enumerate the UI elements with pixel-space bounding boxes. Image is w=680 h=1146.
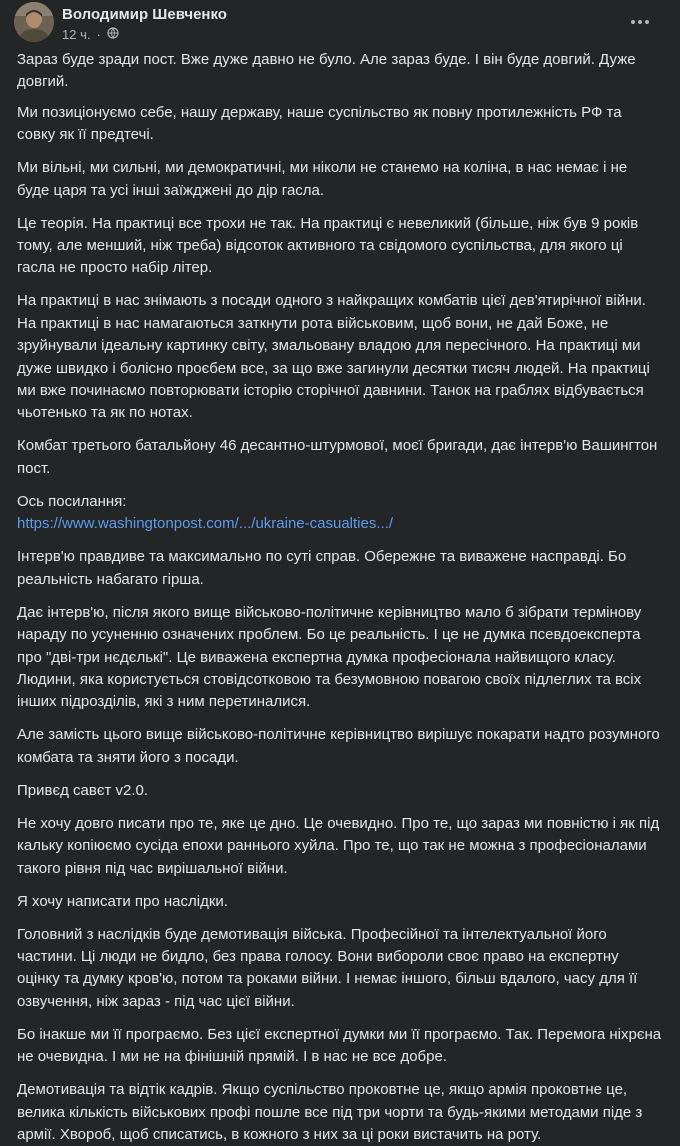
article-link[interactable]: https://www.washingtonpost.com/.../ukraine-casualties.../ (17, 515, 394, 533)
meta-separator: · (96, 27, 101, 42)
globe-icon (107, 27, 119, 42)
post-meta (62, 27, 119, 42)
post-paragraph: Бо інакше ми її програємо. Без цієї експертної думки ми її програємо. Так. Перемога ніхрєна не очевидна. І ми не на фінішній прямій. І в нас не все добре. (17, 1025, 662, 1066)
post-paragraph: Ми вільні, ми сильні, ми демократичні, ми ніколи не станемо на коліна, в нас немає і не буде царя та усі інші заїжджені до дір гасла. (17, 159, 628, 199)
post-paragraph: Привєд савєт v2.0. (17, 781, 149, 799)
post-body (0, 49, 680, 1146)
post-paragraph: Ми позиціонуємо себе, нашу державу, наше суспільство як повну протилежність РФ та совку як її предтечі. (17, 103, 622, 144)
post-paragraph: Дає інтерв'ю, після якого вище військово-політичне керівництво мало б зібрати термінову нараду по усуненню означених проблем. Бо це реальність. І це не думка псевдоексперта про "дві-три нєдєлькі". Це виважена експертна думка професіонала найвищого класу. Людини, яка користується стовідсотковою та безумовною повагою своїх підлеглих та всіх інших підрозділів, які з ним перетиналися. (17, 603, 642, 711)
post-paragraph: Я хочу написати про наслідки. (17, 892, 228, 910)
post-paragraph: Інтерв'ю правдиве та максимально по суті справ. Обережне та виважене насправді. Бо реальність набагато гірша. (17, 548, 627, 588)
post-paragraph: На практиці в нас знімають з посади одного з найкращих комбатів цієї дев'ятирічної війни. На практиці в нас намагаються заткнути рота військовим, щоб вони, не дай Боже, не зруйнували ідеальну картинку світу, змальовану владою для пересічного. На практиці ми дуже швидко і болісно проєбем все, за що вже загинули десятки тисяч людей. На практиці ми вже починаємо повторювати історію сторічної давнини. Танок на граблях відбувається чьотенько та як по нотах. (17, 292, 650, 422)
post-paragraph: Це теорія. На практиці все трохи не так. На практиці є невеликий (більше, ніж був 9 років тому, але менший, ніж треба) відсоток активного та свідомого суспільства, для якого ці гасла не просто набір літер. (17, 214, 639, 277)
link-paragraph (17, 491, 663, 536)
avatar-photo (14, 2, 54, 42)
more-options-button[interactable] (622, 10, 658, 34)
post-header (0, 0, 680, 52)
more-options-icon (630, 19, 650, 25)
post-paragraph: Але замість цього вище військово-політичне керівництво вирішує покарати надто розумного комбата та зняти його з посади. (17, 726, 660, 766)
post-paragraph: Головний з наслідків буде демотивація війська. Професійної та інтелектуальної його частини. Ці люди не бидло, без права голосу. Вони вибороли своє право на експертну оцінку та думку кров'ю, потом та роками війни. І немає іншого, більш вдалого, часу для її озвучення, ніж зараз - під час цієї війни. (17, 925, 638, 1010)
post-paragraph: Не хочу довго писати про те, яке це дно. Це очевидно. Про те, що зараз ми повністю і як під кальку копіюємо сусіда епохи раннього хуйла. Про те, що так не можна з професіоналами такого рівня під час вирішальної війни. (17, 814, 660, 877)
post-paragraph: Зараз буде зради пост. Вже дуже давно не було. Але зараз буде. І він буде довгий. Дуже довгий. (17, 51, 636, 91)
post-paragraph: Комбат третього батальйону 46 десантно-штурмової, моєї бригади, дає інтерв'ю Вашингтон пост. (17, 437, 658, 477)
author-avatar[interactable] (14, 2, 54, 42)
link-label: Ось посилання: (17, 492, 127, 510)
author-name[interactable]: Володимир Шевченко (62, 6, 227, 23)
post-time[interactable]: 12 ч. (62, 27, 91, 42)
post-paragraph: Демотивація та відтік кадрів. Якщо суспільство проковтне це, якщо армія проковтне це, велика кількість військових профі пошле все під три чорти та будь-якими методами піде з армії. Хвороб, щоб списатись, в кожного з них за ці роки вистачить на роту. (17, 1081, 643, 1143)
